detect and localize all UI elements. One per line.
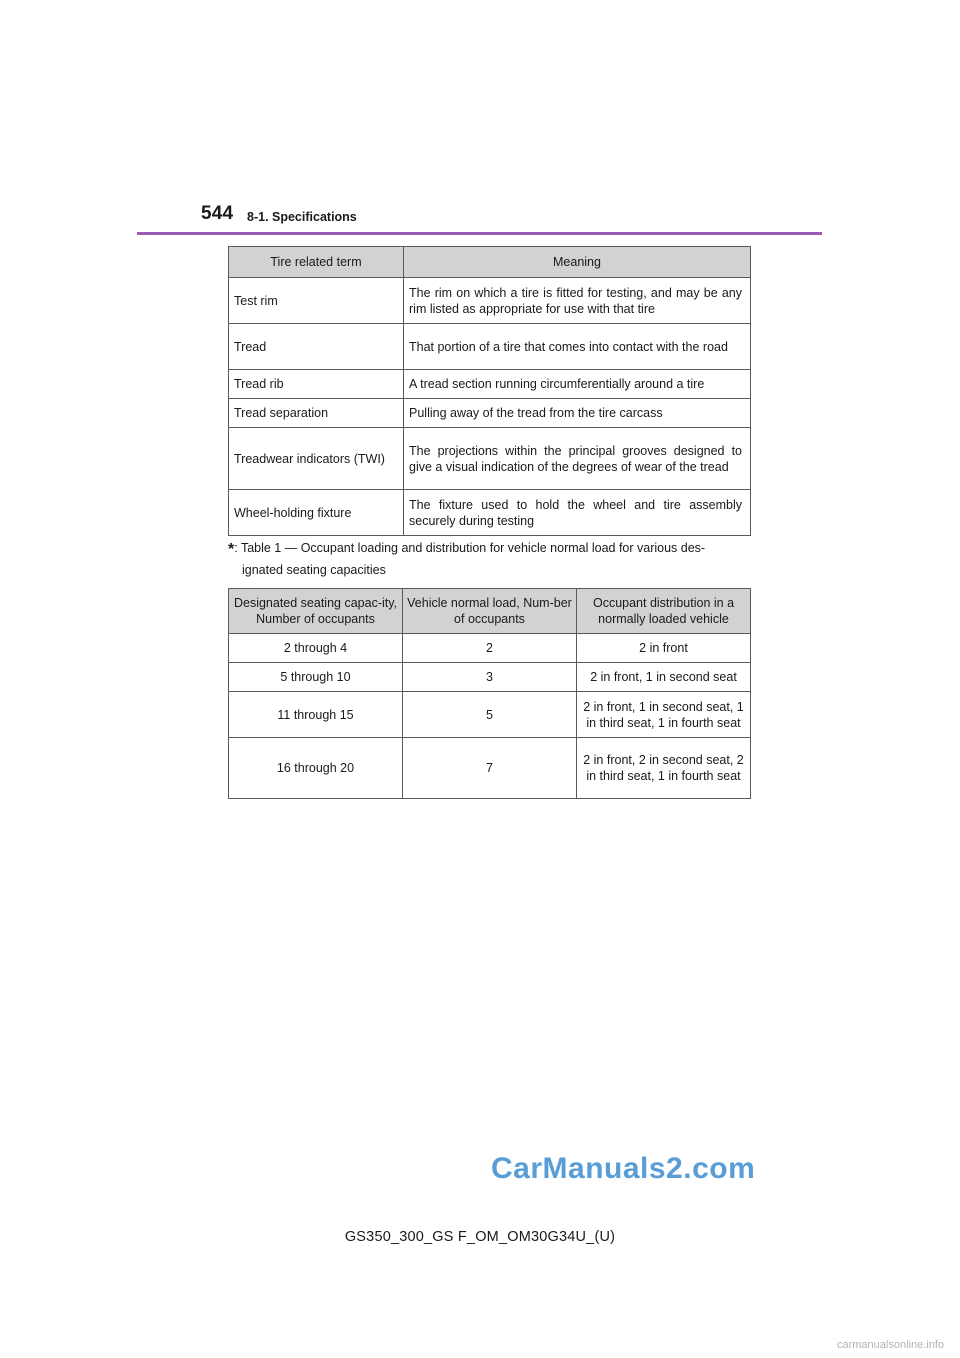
table-row [229, 692, 751, 738]
load-cell: 2 [403, 634, 577, 663]
table-row [229, 634, 751, 663]
capacity-cell: 5 through 10 [229, 663, 403, 692]
table-row [229, 428, 751, 490]
load-cell: 3 [403, 663, 577, 692]
table-footnote [228, 538, 750, 580]
tire-terms-table [228, 246, 751, 536]
watermark-url: carmanualsonline.info [836, 1339, 944, 1351]
capacity-cell: 16 through 20 [229, 738, 403, 799]
meaning-cell: A tread section running circumferentially around a tire [404, 370, 751, 399]
table-header-row [229, 247, 751, 278]
table-row [229, 399, 751, 428]
capacity-cell: 2 through 4 [229, 634, 403, 663]
column-header: Occupant distribution in a normally loaded vehicle [577, 589, 751, 634]
manual-id: GS350_300_GS F_OM_OM30G34U_(U) [344, 1229, 616, 1245]
term-cell: Tread separation [229, 399, 404, 428]
distribution-cell: 2 in front, 2 in second seat, 2 in third seat, 1 in fourth seat [577, 738, 751, 799]
column-header: Designated seating capac-ity, Number of occupants [229, 589, 403, 634]
term-cell: Test rim [229, 278, 404, 324]
load-cell: 5 [403, 692, 577, 738]
occupant-loading-table [228, 588, 751, 799]
table-row [229, 490, 751, 536]
header-divider [137, 232, 822, 235]
term-cell: Wheel-holding fixture [229, 490, 404, 536]
load-cell: 7 [403, 738, 577, 799]
distribution-cell: 2 in front, 1 in second seat, 1 in third seat, 1 in fourth seat [577, 692, 751, 738]
meaning-cell: The projections within the principal grooves designed to give a visual indication of the degrees of wear of the tread [404, 428, 751, 490]
footnote-text: : Table 1 — Occupant loading and distribution for vehicle normal load for various des- [234, 541, 706, 555]
section-title: 8-1. Specifications [247, 210, 357, 224]
term-cell: Treadwear indicators (TWI) [229, 428, 404, 490]
table-row [229, 324, 751, 370]
distribution-cell: 2 in front [577, 634, 751, 663]
table-row [229, 663, 751, 692]
meaning-cell: The fixture used to hold the wheel and tire assembly securely during testing [404, 490, 751, 536]
table-row [229, 278, 751, 324]
column-header: Vehicle normal load, Num-ber of occupants [403, 589, 577, 634]
footnote-text-continued: ignated seating capacities [242, 563, 386, 577]
table-header-row [229, 589, 751, 634]
capacity-cell: 11 through 15 [229, 692, 403, 738]
table-row [229, 370, 751, 399]
page-number: 544 [201, 203, 234, 224]
column-header: Tire related term [229, 247, 404, 278]
column-header: Meaning [404, 247, 751, 278]
term-cell: Tread rib [229, 370, 404, 399]
term-cell: Tread [229, 324, 404, 370]
meaning-cell: The rim on which a tire is fitted for testing, and may be any rim listed as appropriate for use with that tire [404, 278, 751, 324]
footnote-marker: * [228, 541, 235, 558]
watermark-logo: CarManuals2.com [491, 1152, 756, 1185]
meaning-cell: That portion of a tire that comes into contact with the road [404, 324, 751, 370]
distribution-cell: 2 in front, 1 in second seat [577, 663, 751, 692]
meaning-cell: Pulling away of the tread from the tire carcass [404, 399, 751, 428]
table-row [229, 738, 751, 799]
